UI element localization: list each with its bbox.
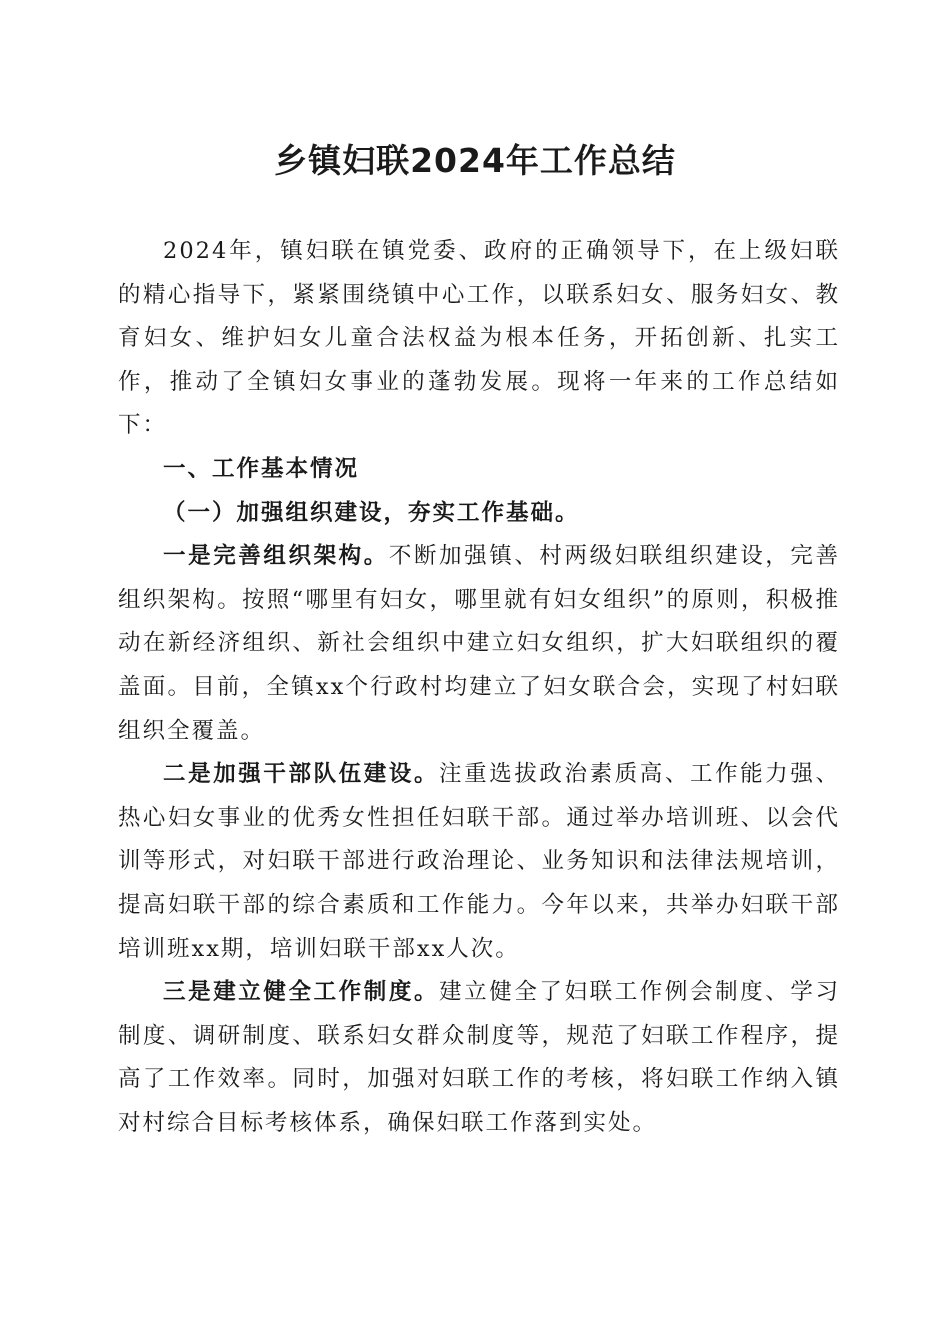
paragraph-lead: 二是加强干部队伍建设。 xyxy=(163,761,440,788)
paragraph-organization xyxy=(118,535,840,753)
document-title: 乡镇妇联2024年工作总结 xyxy=(274,141,676,180)
paragraph-cadres xyxy=(118,753,840,971)
paragraph-text: 注重选拔政治素质高、工作能力强、热心妇女事业的优秀女性担任妇联干部。通过举办培训班、以会代训等形式，对妇联干部进行政治理论、业务知识和法律法规培训，提高妇联干部的综合素质和工作能力。今年以来，共举办妇联干部培训班xx期，培训妇联干部xx人次。 xyxy=(118,761,840,962)
subsection-heading: （一）加强组织建设，夯实工作基础。 xyxy=(163,499,580,526)
section-heading: 一、工作基本情况 xyxy=(163,455,360,482)
paragraph-text: 不断加强镇、村两级妇联组织建设，完善组织架构。按照“哪里有妇女，哪里就有妇女组织”的原则，积极推动在新经济组织、新社会组织中建立妇女组织，扩大妇联组织的覆盖面。目前，全镇xx个行政村均建立了妇女联合会，实现了村妇联组织全覆盖。 xyxy=(118,543,840,744)
paragraph-systems xyxy=(118,971,840,1145)
paragraph-text: 建立健全了妇联工作例会制度、学习制度、调研制度、联系妇女群众制度等，规范了妇联工作程序，提高了工作效率。同时，加强对妇联工作的考核，将妇联工作纳入镇对村综合目标考核体系，确保妇联工作落到实处。 xyxy=(118,979,840,1136)
document-body xyxy=(118,230,840,1145)
paragraph-lead: 三是建立健全工作制度。 xyxy=(163,979,440,1006)
paragraph-lead: 一是完善组织架构。 xyxy=(163,543,389,570)
intro-paragraph: 2024年，镇妇联在镇党委、政府的正确领导下，在上级妇联的精心指导下，紧紧围绕镇中心工作，以联系妇女、服务妇女、教育妇女、维护妇女儿童合法权益为根本任务，开拓创新、扎实工作，推动了全镇妇女事业的蓬勃发展。现将一年来的工作总结如下： xyxy=(118,238,840,439)
